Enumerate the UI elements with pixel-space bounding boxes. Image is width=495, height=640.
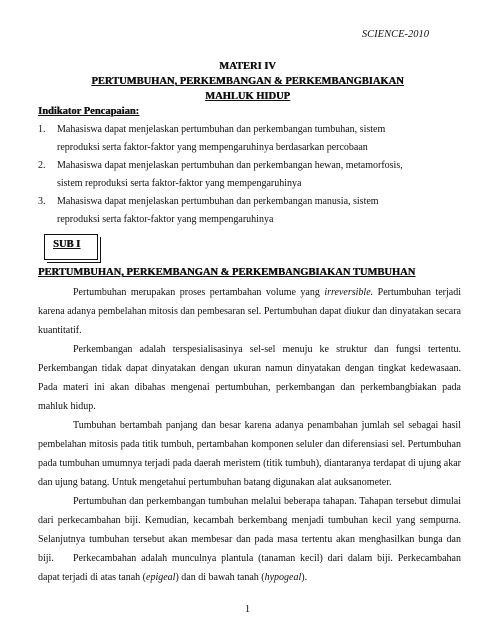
paragraph-development-text: Perkembangan adalah terspesialisasinya sel-sel menuju ke struktur dan fungsi tertentu. Perkembangan tidak dapat dinyatakan dengan ukuran namun dinyatakan dengan tingkat kedewasaan. Pada materi ini akan dibahas mengenai pertumbuhan, perkembangan dan perkembangbiakan pada mahluk hidup.	[38, 344, 461, 412]
paragraph-germination-italic-epigeal: epigeal	[146, 572, 176, 583]
indicator-1-line-1: Mahasiswa dapat menjelaskan pertumbuhan dan perkembangan tumbuhan, sistem	[57, 124, 386, 135]
paragraph-development	[38, 340, 461, 416]
page-number: 1	[244, 604, 251, 615]
paragraph-germination-text-c: ).	[301, 572, 308, 583]
material-title: MATERI IV	[219, 61, 276, 72]
subject-title: MAHLUK HIDUP	[205, 91, 290, 102]
paragraph-germination	[38, 549, 461, 587]
indicator-2-line-2: sistem reproduksi serta faktor-faktor yang mempengaruhinya	[57, 178, 302, 189]
section-title: PERTUMBUHAN, PERKEMBANGAN & PERKEMBANGBIAKAN TUMBUHAN	[38, 267, 416, 278]
indicator-number-1: 1.	[38, 124, 46, 135]
indicator-3-line-1: Mahasiswa dapat menjelaskan pertumbuhan dan perkembangan manusia, sistem	[57, 196, 379, 207]
indicator-number-2: 2.	[38, 160, 46, 171]
paragraph-growth-text-b: Pertumbuhan terjadi karena adanya pembelahan mitosis dan pembesaran sel. Pertumbuhan dapat diukur dan dinyatakan secara kuantitatif.	[38, 287, 461, 336]
indicator-3-line-2: reproduksi serta faktor-faktor yang mempengaruhinya	[57, 214, 274, 225]
paragraph-germination-text-b: ) dan di bawah tanah (	[175, 572, 265, 583]
paragraph-plant-growth-text: Tumbuhan bertambah panjang dan besar karena adanya penambahan jumlah sel sebagai hasil pembelahan mitosis pada titik tumbuh, pertambahan komponen seluler dan diferensiasi sel. Pertumbuhan pada tumbuhan umumnya terjadi pada daerah meristem (titik tumbuh), diantaranya terdapat di ujung akar dan ujung batang. Untuk mengetahui pertumbuhan batang digunakan alat auksanometer.	[38, 420, 461, 488]
paragraph-plant-growth	[38, 416, 461, 492]
indicator-2-line-1: Mahasiswa dapat menjelaskan pertumbuhan dan perkembangan hewan, metamorfosis,	[57, 160, 403, 171]
paragraph-germination-italic-hypogeal: hypogeal	[264, 572, 302, 583]
indicator-heading: Indikator Pencapaian:	[38, 106, 140, 117]
paragraph-germination-text-a: Perkecambahan adalah munculnya plantula (tanaman kecil) dari dalam biji. Perkecambahan dapat terjadi di atas tanah (	[38, 553, 461, 583]
paragraph-growth	[38, 283, 461, 340]
topic-title: PERTUMBUHAN, PERKEMBANGAN & PERKEMBANGBIAKAN	[91, 76, 404, 87]
paragraph-stages-text: Pertumbuhan dan perkembangan tumbuhan melalui beberapa tahapan. Tahapan tersebut dimulai dari perkecambahan biji. Kemudian, kecambah berkembang menjadi tumbuhan kecil yang sempurna. Selanjutnya tumbuhan tersebut akan membesar dan pada masa tertentu akan menghasilkan bunga dan biji.	[38, 496, 461, 564]
indicator-1-line-2: reproduksi serta faktor-faktor yang mempengaruhinya berdasarkan percobaan	[57, 142, 368, 153]
indicator-number-3: 3.	[38, 196, 46, 207]
paragraph-growth-italic: irreversible.	[324, 287, 374, 298]
sub-section-label: SUB I	[53, 239, 81, 250]
header-tag: SCIENCE-2010	[361, 29, 429, 40]
paragraph-growth-text-a: Pertumbuhan merupakan proses pertambahan volume yang	[73, 287, 325, 298]
